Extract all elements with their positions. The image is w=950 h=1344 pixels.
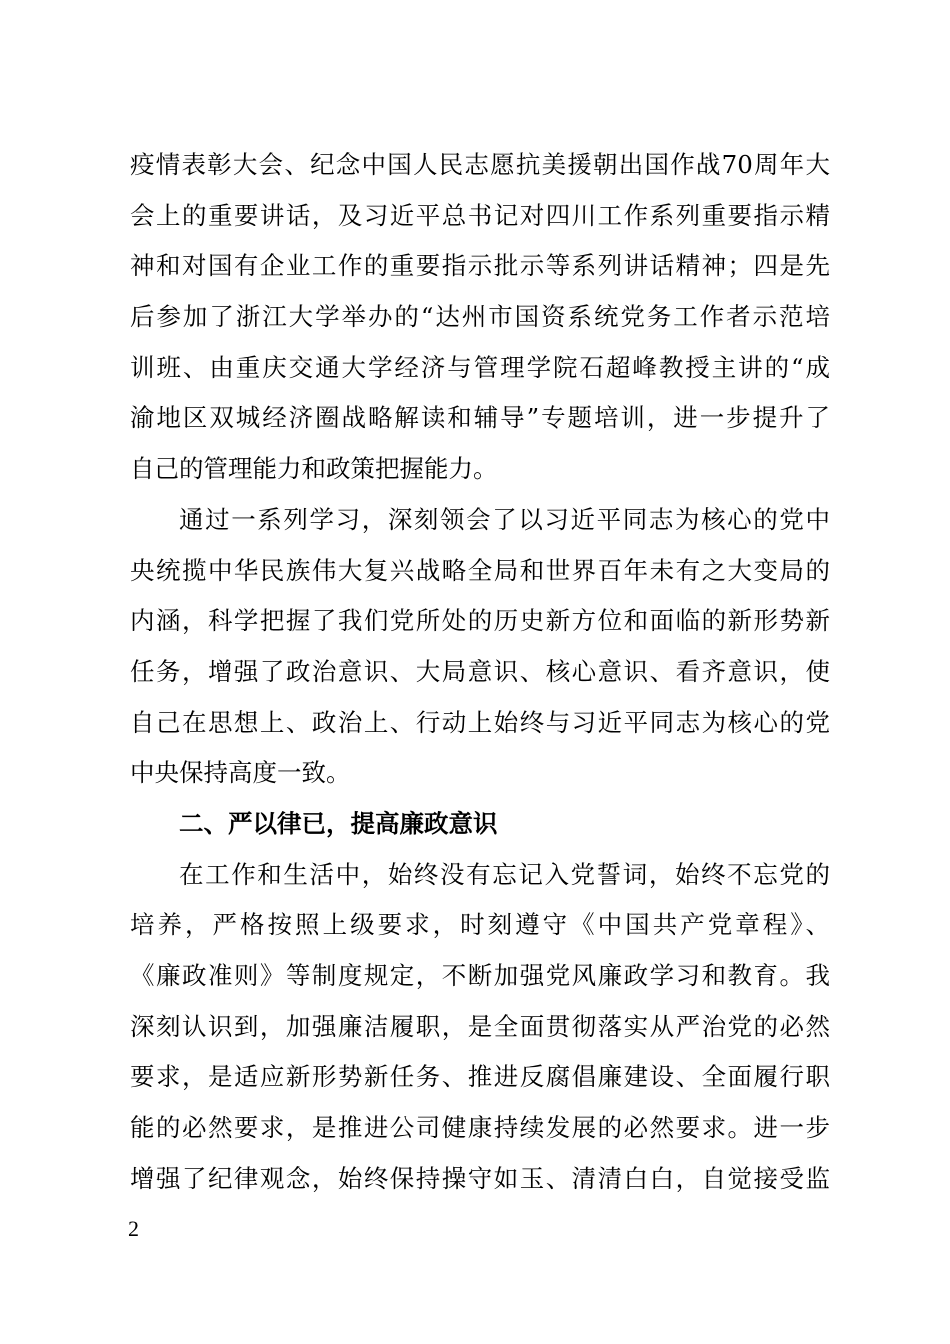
text-line: 疫情表彰大会、纪念中国人民志愿抗美援朝出国作战70周年大 xyxy=(130,150,830,179)
text-line: 神和对国有企业工作的重要指示批示等系列讲话精神；四是先 xyxy=(130,251,830,281)
text-line: 任务，增强了政治意识、大局意识、核心意识、看齐意识，使 xyxy=(130,656,830,686)
text-line: 增强了纪律观念，始终保持操守如玉、清清白白，自觉接受监 xyxy=(130,1163,830,1193)
text-line: 中央保持高度一致。 xyxy=(130,758,351,788)
text-line: 自己的管理能力和政策把握能力。 xyxy=(130,454,498,484)
text-line: 能的必然要求，是推进公司健康持续发展的必然要求。进一步 xyxy=(130,1113,830,1143)
text-line: 央统揽中华民族伟大复兴战略全局和世界百年未有之大变局的 xyxy=(130,555,830,585)
text-line: 要求，是适应新形势新任务、推进反腐倡廉建设、全面履行职 xyxy=(130,1062,830,1092)
text-line: 在工作和生活中，始终没有忘记入党誓词，始终不忘党的 xyxy=(179,859,830,889)
paragraph-study-outcome xyxy=(130,495,830,799)
text-line: 渝地区双城经济圈战略解读和辅导”专题培训，进一步提升了 xyxy=(130,403,830,433)
paragraph-integrity xyxy=(130,850,830,1205)
text-line: 自己在思想上、政治上、行动上始终与习近平同志为核心的党 xyxy=(130,707,830,737)
body-text xyxy=(130,140,830,1204)
text-line: 会上的重要讲话，及习近平总书记对四川工作系列重要指示精 xyxy=(130,200,830,230)
text-line: 内涵，科学把握了我们党所处的历史新方位和面临的新形势新 xyxy=(130,606,830,636)
paragraph-study-continuation xyxy=(130,140,830,495)
text-line: 通过一系列学习，深刻领会了以习近平同志为核心的党中 xyxy=(179,504,830,534)
section-heading: 二、严以律已，提高廉政意识 xyxy=(179,808,498,838)
page-number: 2 xyxy=(128,1216,139,1241)
text-line: 培养，严格按照上级要求，时刻遵守《中国共产党章程》、 xyxy=(130,910,830,940)
text-line: 后参加了浙江大学举办的“达州市国资系统党务工作者示范培 xyxy=(130,302,830,332)
text-line: 训班、由重庆交通大学经济与管理学院石超峰教授主讲的“成 xyxy=(130,352,830,382)
text-line: 《廉政准则》等制度规定，不断加强党风廉政学习和教育。我 xyxy=(130,961,830,990)
text-line: 深刻认识到，加强廉洁履职，是全面贯彻落实从严治党的必然 xyxy=(130,1011,830,1041)
